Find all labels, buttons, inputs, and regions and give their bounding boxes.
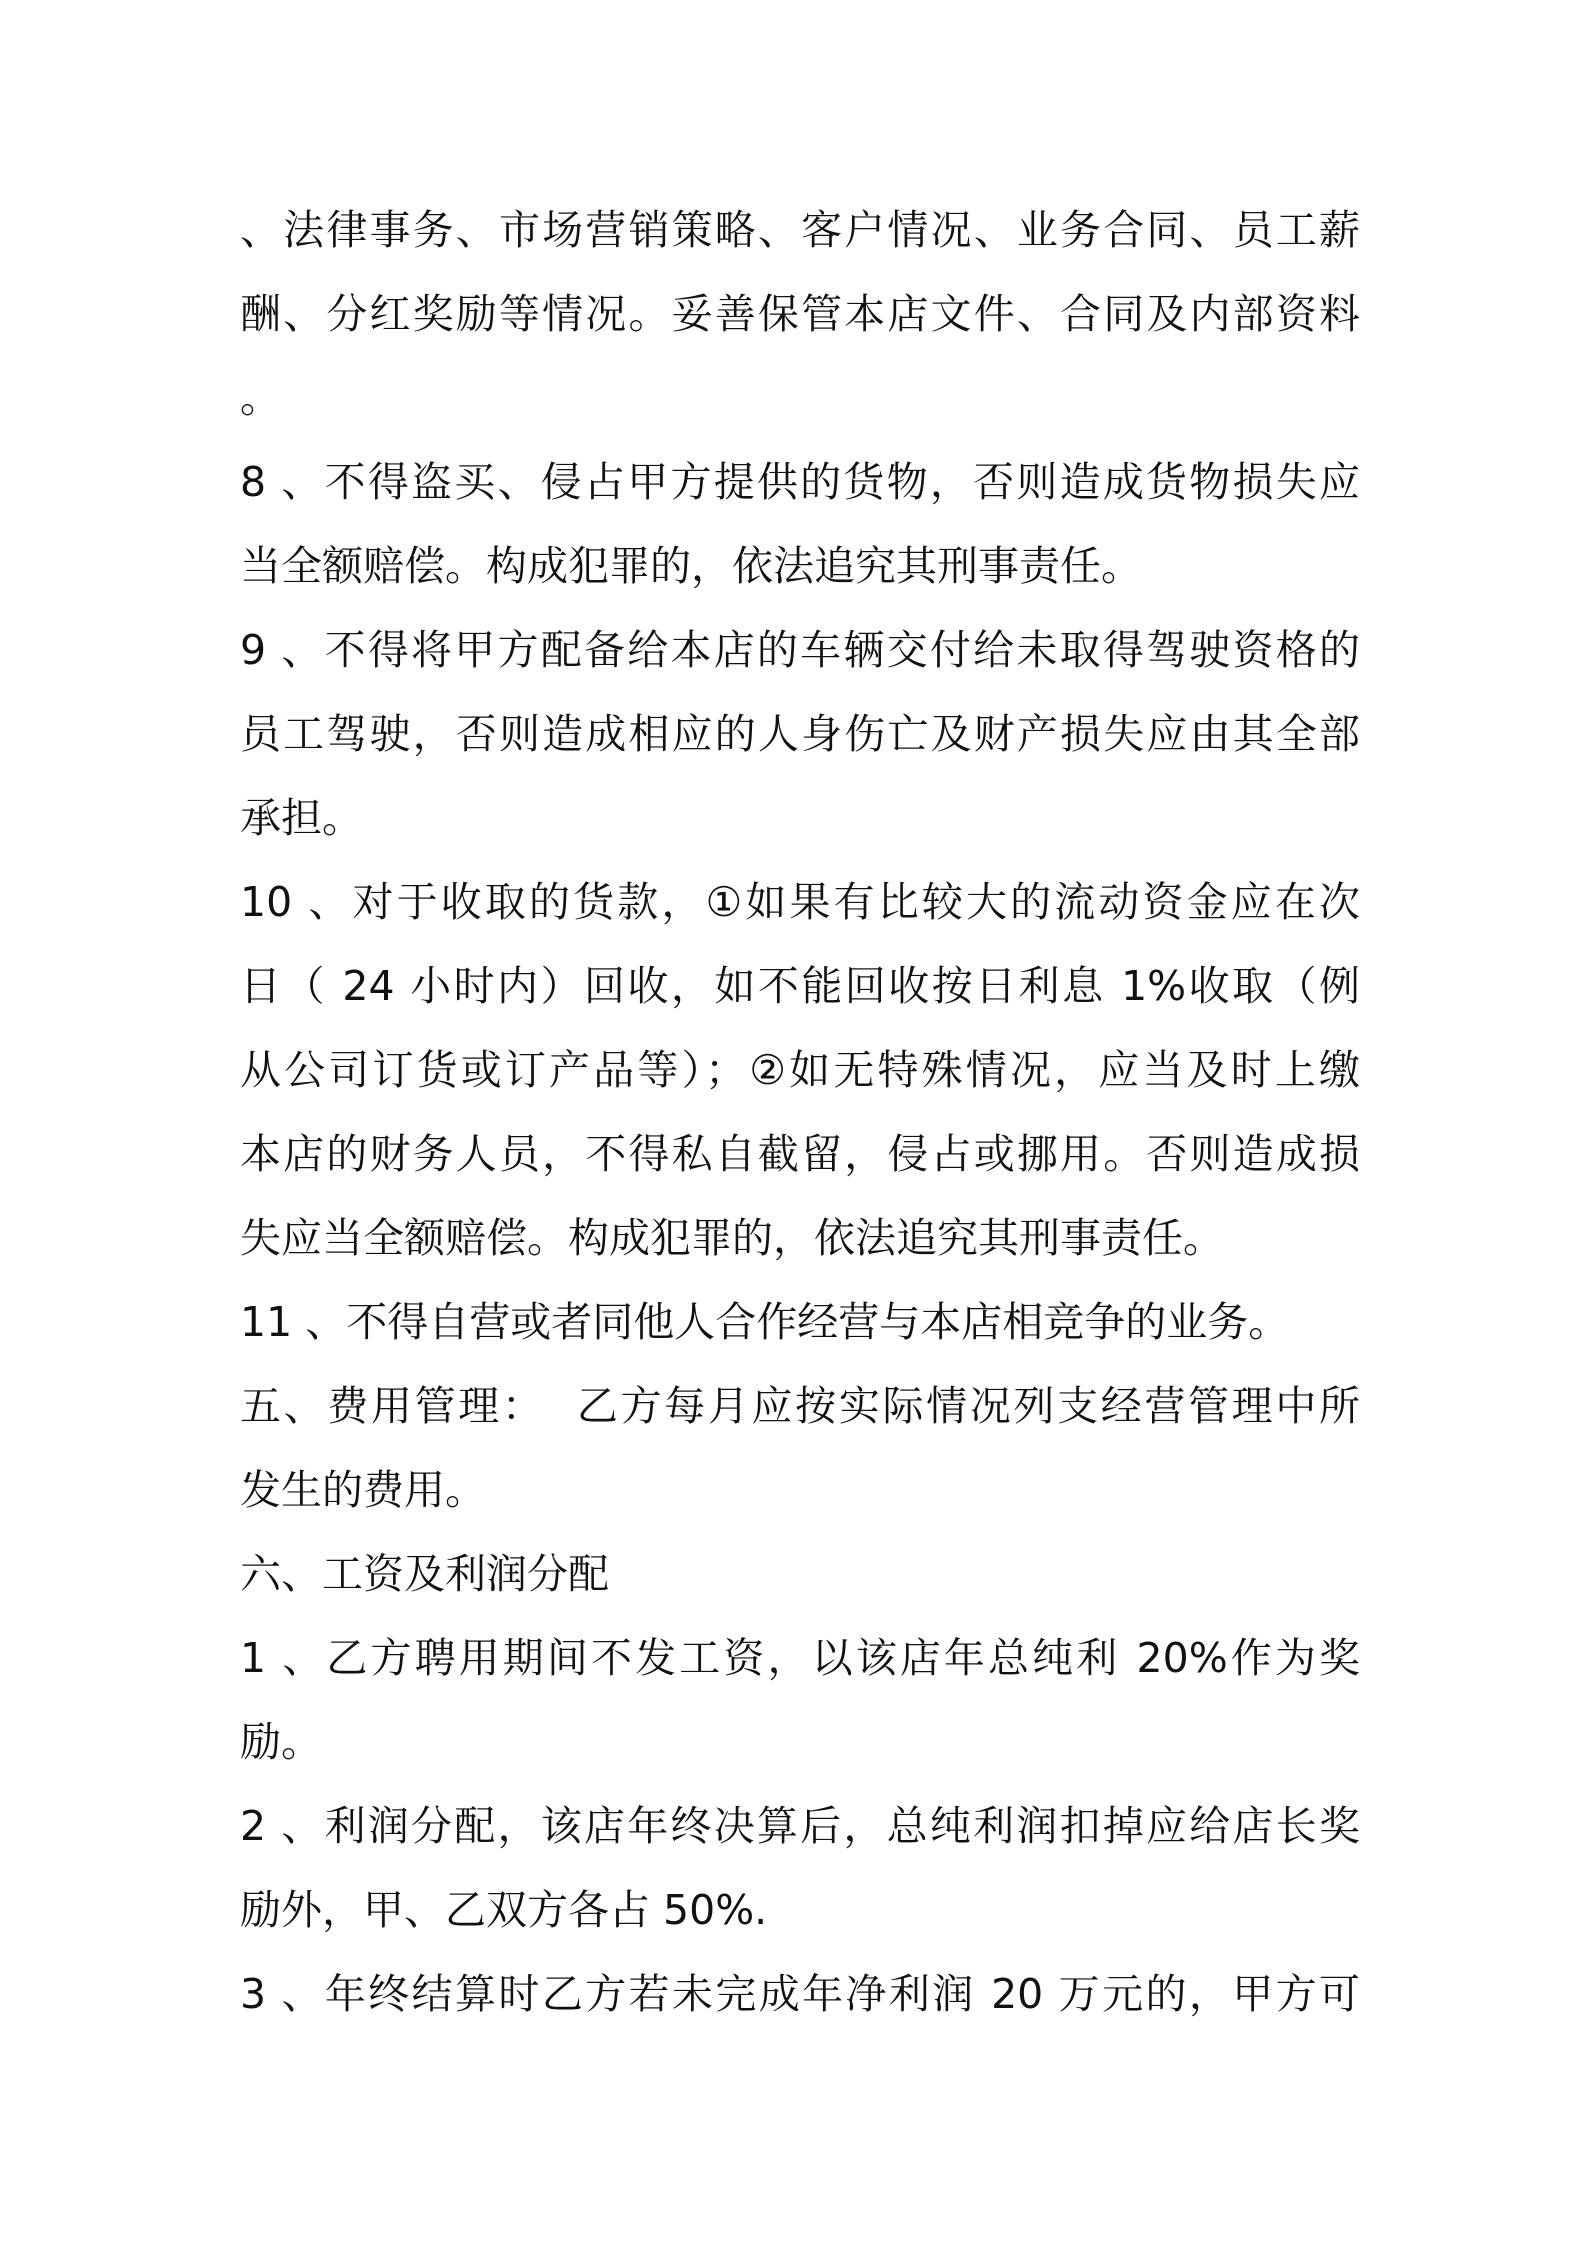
text-line: 9 、不得将甲方配备给本店的车辆交付给未取得驾驶资格的 bbox=[240, 626, 1360, 674]
text-line: 发生的费用。 bbox=[240, 1466, 486, 1514]
text-line: 3 、年终结算时乙方若未完成年净利润 20 万元的，甲方可 bbox=[240, 1970, 1360, 2018]
text-line: 。 bbox=[240, 374, 281, 422]
section-heading: 六、工资及利润分配 bbox=[240, 1550, 609, 1598]
text-line: 本店的财务人员，不得私自截留，侵占或挪用。否则造成损 bbox=[240, 1130, 1360, 1178]
text-line: 酬、分红奖励等情况。妥善保管本店文件、合同及内部资料 bbox=[240, 290, 1360, 338]
text-line: 五、费用管理： 乙方每月应按实际情况列支经营管理中所 bbox=[240, 1382, 1360, 1430]
text-line: 日（ 24 小时内）回收，如不能回收按日利息 1%收取（例 bbox=[240, 962, 1360, 1010]
text-line: 8 、不得盗买、侵占甲方提供的货物，否则造成货物损失应 bbox=[240, 458, 1360, 506]
text-line: 11 、不得自营或者同他人合作经营与本店相竞争的业务。 bbox=[240, 1298, 1290, 1346]
text-line: 、法律事务、市场营销策略、客户情况、业务合同、员工薪 bbox=[240, 206, 1360, 254]
text-line: 1 、乙方聘用期间不发工资，以该店年总纯利 20%作为奖 bbox=[240, 1634, 1360, 1682]
text-line: 2 、利润分配，该店年终决算后，总纯利润扣掉应给店长奖 bbox=[240, 1802, 1360, 1850]
text-line: 励。 bbox=[240, 1718, 322, 1766]
text-line: 承担。 bbox=[240, 794, 363, 842]
text-line: 励外，甲、乙双方各占 50%. bbox=[240, 1886, 768, 1934]
text-line: 失应当全额赔偿。构成犯罪的，依法追究其刑事责任。 bbox=[240, 1214, 1224, 1262]
text-line: 员工驾驶，否则造成相应的人身伤亡及财产损失应由其全部 bbox=[240, 710, 1360, 758]
text-line: 当全额赔偿。构成犯罪的，依法追究其刑事责任。 bbox=[240, 542, 1142, 590]
text-line: 从公司订货或订产品等）；②如无特殊情况，应当及时上缴 bbox=[240, 1046, 1360, 1094]
text-line: 10 、对于收取的货款，①如果有比较大的流动资金应在次 bbox=[240, 878, 1360, 926]
